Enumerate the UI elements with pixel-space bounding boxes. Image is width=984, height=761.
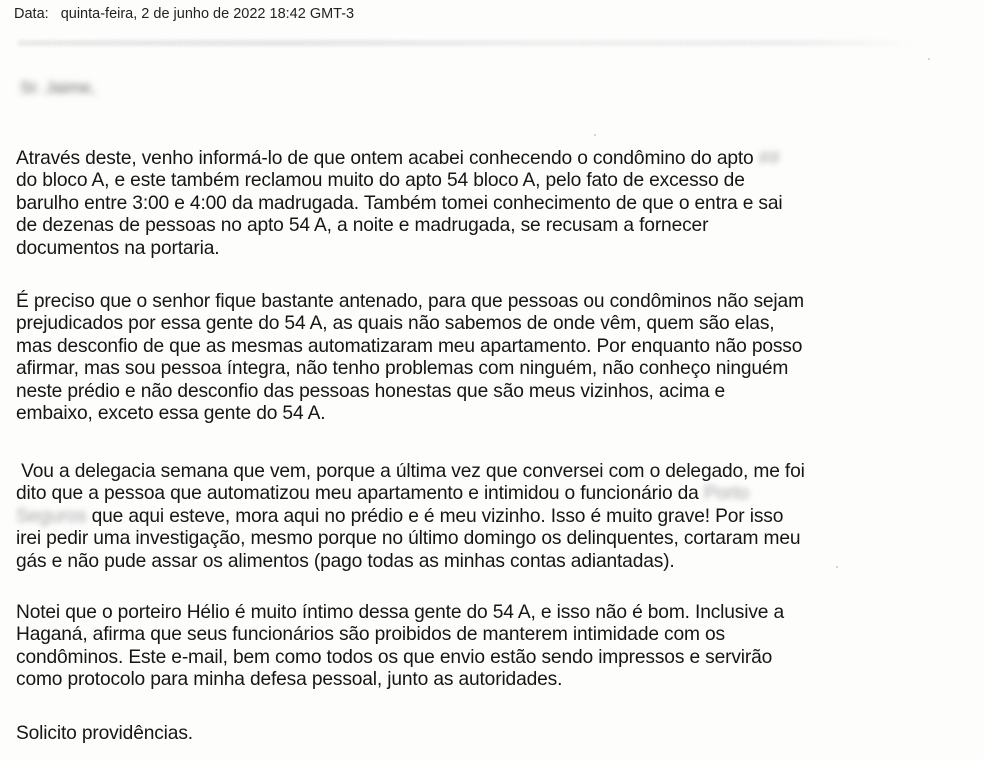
paragraph-4 (16, 602, 784, 692)
text-line: dito que a pessoa que automatizou meu apartamento e intimidou o funcionário da Porto (16, 483, 750, 505)
text-line: gás e não pude assar os alimentos (pago todas as minhas contas adiantadas). (16, 550, 675, 572)
redacted-apartment-number: ## (758, 148, 780, 169)
redacted-company-name: Porto (703, 483, 750, 505)
text-line: de dezenas de pessoas no apto 54 A, a noite e madrugada, se recusam a fornecer (16, 215, 709, 237)
text-line: irei pedir uma investigação, mesmo porque no último domingo os delinquentes, cortaram meu (16, 528, 801, 550)
text-line: condôminos. Este e-mail, bem como todos os que envio estão sendo impressos e servirão (16, 646, 773, 668)
greeting-redacted-name: Sr. Jaime, (20, 78, 96, 97)
text-line: do bloco A, e este também reclamou muito do apto 54 bloco A, pelo fato de excesso de (16, 170, 745, 192)
scan-speck (594, 134, 596, 136)
scan-speck (928, 58, 930, 60)
text-line: prejudicados por essa gente do 54 A, as quais não sabemos de onde vêm, quem são elas, (16, 313, 775, 335)
text-line: Através deste, venho informá-lo de que ontem acabei conhecendo o condômino do apto ## (16, 148, 780, 169)
paragraph-1 (16, 148, 782, 260)
text-line: documentos na portaria. (16, 237, 220, 259)
text-line: Vou a delegacia semana que vem, porque a última vez que conversei com o delegado, me foi (16, 461, 805, 482)
text-line: É preciso que o senhor fique bastante antenado, para que pessoas ou condôminos não sejam (16, 291, 804, 312)
scan-artifact-streak (18, 40, 918, 46)
date-value: quinta-feira, 2 de junho de 2022 18:42 GMT-3 (60, 6, 355, 22)
paragraph-2 (16, 291, 804, 425)
text-line: Notei que o porteiro Hélio é muito íntimo dessa gente do 54 A, e isso não é bom. Inclusive a (16, 602, 785, 623)
paragraph-3 (16, 461, 805, 573)
redacted-company-name-cont: Seguros (16, 505, 87, 527)
text-line: como protocolo para minha defesa pessoal, junto as autoridades. (16, 669, 563, 691)
greeting (20, 78, 96, 98)
text-line: afirmar, mas sou pessoa íntegra, não tenho problemas com ninguém, não conheço ninguém (16, 358, 789, 380)
paragraph-5-closing (16, 723, 193, 745)
text-line: Haganá, afirma que seus funcionários são proibidos de manterem intimidade com os (16, 624, 725, 646)
text-line: Seguros que aqui esteve, mora aqui no prédio e é meu vizinho. Isso é muito grave! Por isso (16, 505, 784, 527)
text-line: mas desconfio de que as mesmas automatizaram meu apartamento. Por enquanto não posso (16, 335, 803, 357)
email-date-header (14, 6, 354, 22)
date-label: Data: (14, 6, 49, 22)
text-line: neste prédio e não desconfio das pessoas honestas que são meus vizinhos, acima e (16, 380, 726, 402)
text-line: embaixo, exceto essa gente do 54 A. (16, 403, 326, 425)
text-line: barulho entre 3:00 e 4:00 da madrugada. Também tomei conhecimento de que o entra e sai (16, 192, 783, 214)
text-line: Solicito providências. (16, 723, 193, 744)
scan-speck (836, 566, 838, 568)
